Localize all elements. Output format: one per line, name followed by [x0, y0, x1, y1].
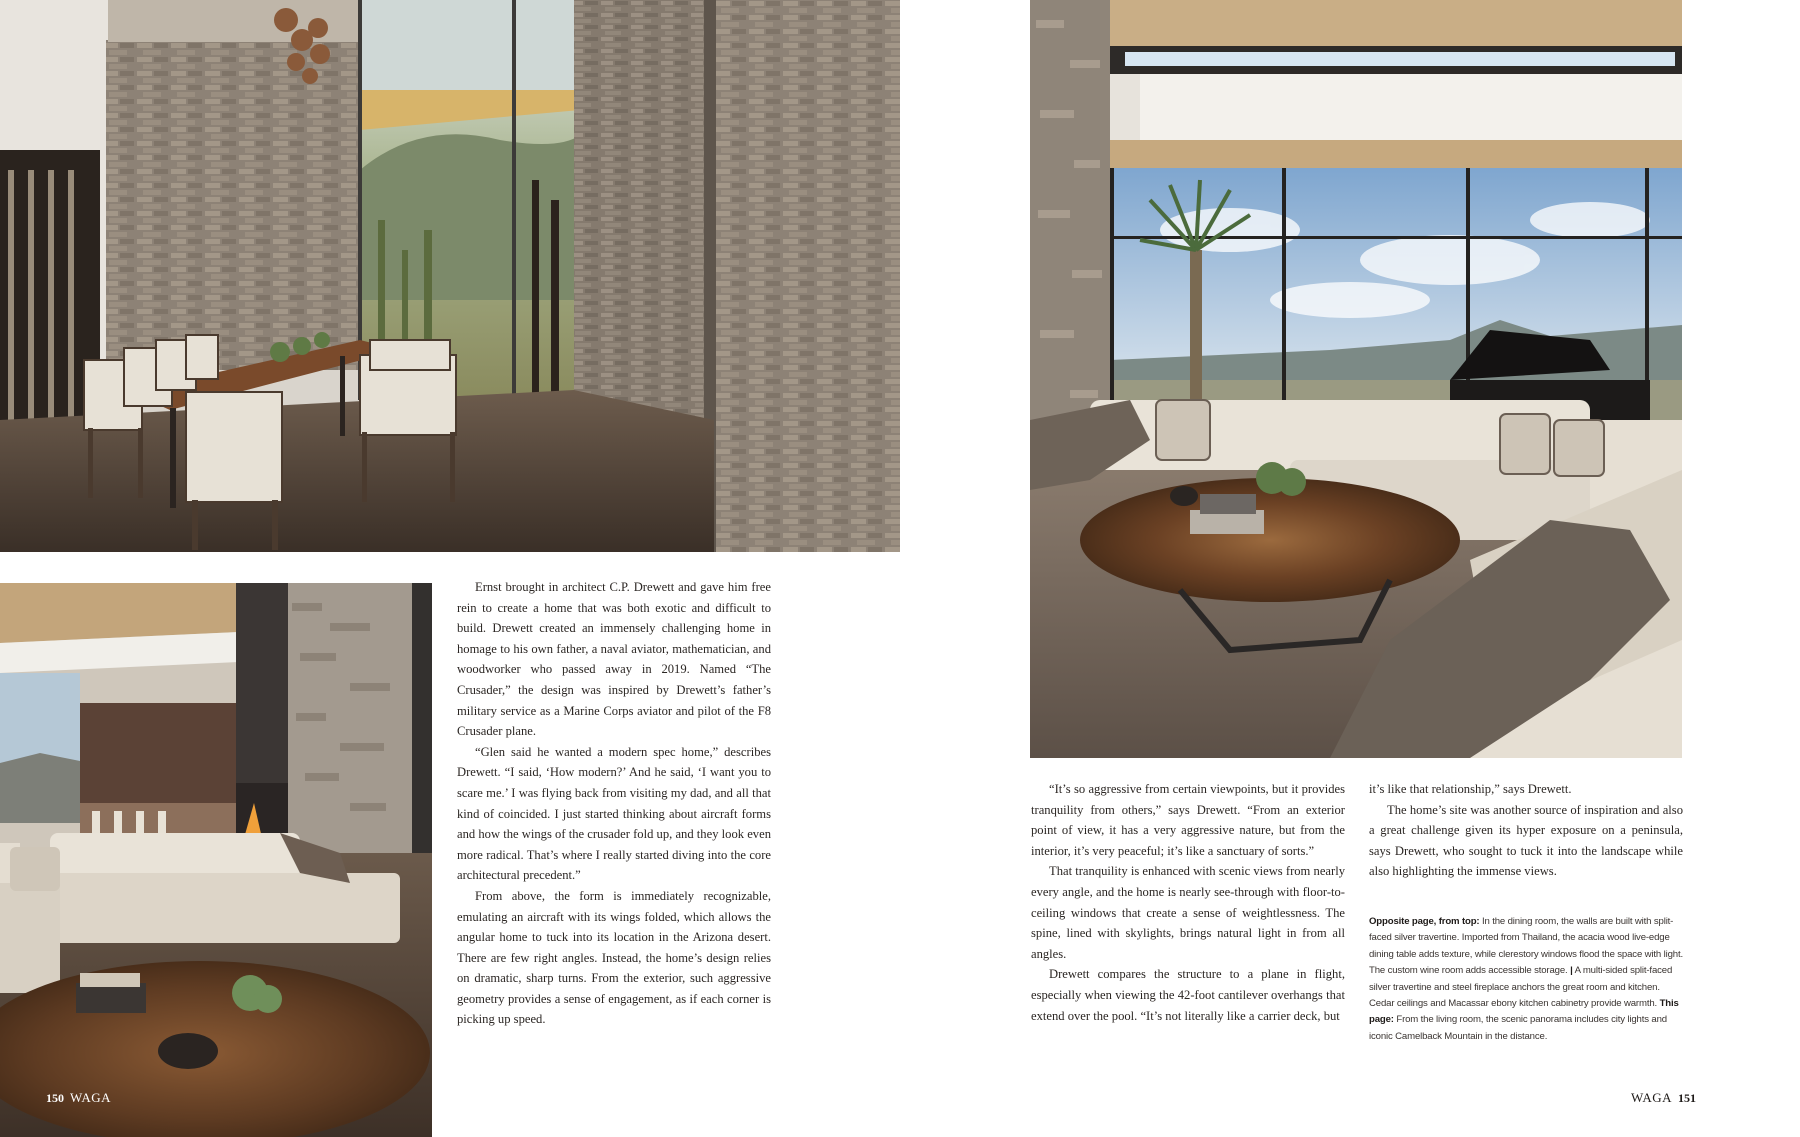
magazine-logo: WAGA	[1631, 1090, 1672, 1105]
caption-text: In the dining room, the walls are built with split-faced silver travertine. Imported from Thailand, the acacia wood live-edge dining table adds texture, while clerestory windows flood the space with light. The custom wine room adds accessible storage.	[1369, 916, 1683, 977]
living-room-panorama-photo	[1030, 0, 1682, 758]
paragraph: Drewett compares the structure to a plane in flight, especially when viewing the 42-foot cantilever overhangs that extend over the pool. “It’s not literally like a carrier deck, but	[1031, 967, 1345, 1023]
page-number: 151	[1678, 1090, 1696, 1105]
great-room-fireplace-photo	[0, 583, 432, 1137]
caption-divider: |	[1570, 965, 1573, 977]
paragraph: Ernst brought in architect C.P. Drewett and gave him free rein to create a home that was both exotic and difficult to build. Drewett created an immensely challenging home in homage to his own father, a naval aviator, mathematician, and woodworker who passed away in 2019. Named “The Crusader,” the design was inspired by Drewett’s father’s military service as a Marine Corps aviator and pilot of the F8 Crusader plane.	[457, 580, 771, 739]
caption-lead: This page:	[1369, 998, 1679, 1026]
folio-left	[46, 1090, 111, 1106]
paragraph-continuation: it’s like that relationship,” says Drewett.	[1369, 782, 1572, 796]
article-column-right-page-2	[1369, 779, 1683, 882]
paragraph: “Glen said he wanted a modern spec home,” describes Drewett. “I said, ‘How modern?’ And he said, ‘I want you to scare me.’ I was flying back from visiting my dad, and all that kind of coincided. I just started thinking about aircraft forms and how the wings of the crusader fold up, and they look even more radical. That’s where I really started diving into the core architectural precedent.”	[457, 744, 771, 883]
article-column-left-page	[457, 577, 771, 1030]
paragraph: “It’s so aggressive from certain viewpoints, but it provides tranquility from others,” says Drewett. “From an exterior point of view, it has a very aggressive nature, but from the interior, it’s very peaceful; it’s like a sanctuary of sorts.”	[1031, 782, 1345, 858]
dining-room-photo	[0, 0, 900, 552]
caption-text: From the living room, the scenic panorama includes city lights and iconic Camelback Mountain in the distance.	[1369, 1014, 1667, 1042]
page-number: 150	[46, 1090, 64, 1105]
photo-caption	[1369, 914, 1683, 1045]
caption-text: A multi-sided split-faced silver travertine and steel fireplace anchors the great room and kitchen. Cedar ceilings and Macassar ebony kitchen cabinetry provide warmth.	[1369, 965, 1673, 1010]
caption-lead: Opposite page, from top:	[1369, 916, 1480, 927]
article-column-right-page-1	[1031, 779, 1345, 1026]
magazine-logo: WAGA	[70, 1090, 111, 1105]
paragraph: The home’s site was another source of inspiration and also a great challenge given its hyper exposure on a peninsula, says Drewett, who sought to tuck it into the landscape while also highlighting the immense views.	[1369, 802, 1683, 879]
paragraph: From above, the form is immediately recognizable, emulating an aircraft with its wings folded, which allows the angular home to tuck into its location in the Arizona desert. There are few right angles. Instead, the home’s design relies on dramatic, sharp turns. From the exterior, such aggressive geometry provides a sense of engagement, as if each corner is picking up speed.	[457, 888, 771, 1027]
folio-right	[1631, 1090, 1696, 1106]
paragraph: That tranquility is enhanced with scenic views from nearly every angle, and the home is nearly see-through with floor-to-ceiling windows that create a sense of weightlessness. The spine, lined with skylights, brings natural light in from all angles.	[1031, 864, 1345, 961]
